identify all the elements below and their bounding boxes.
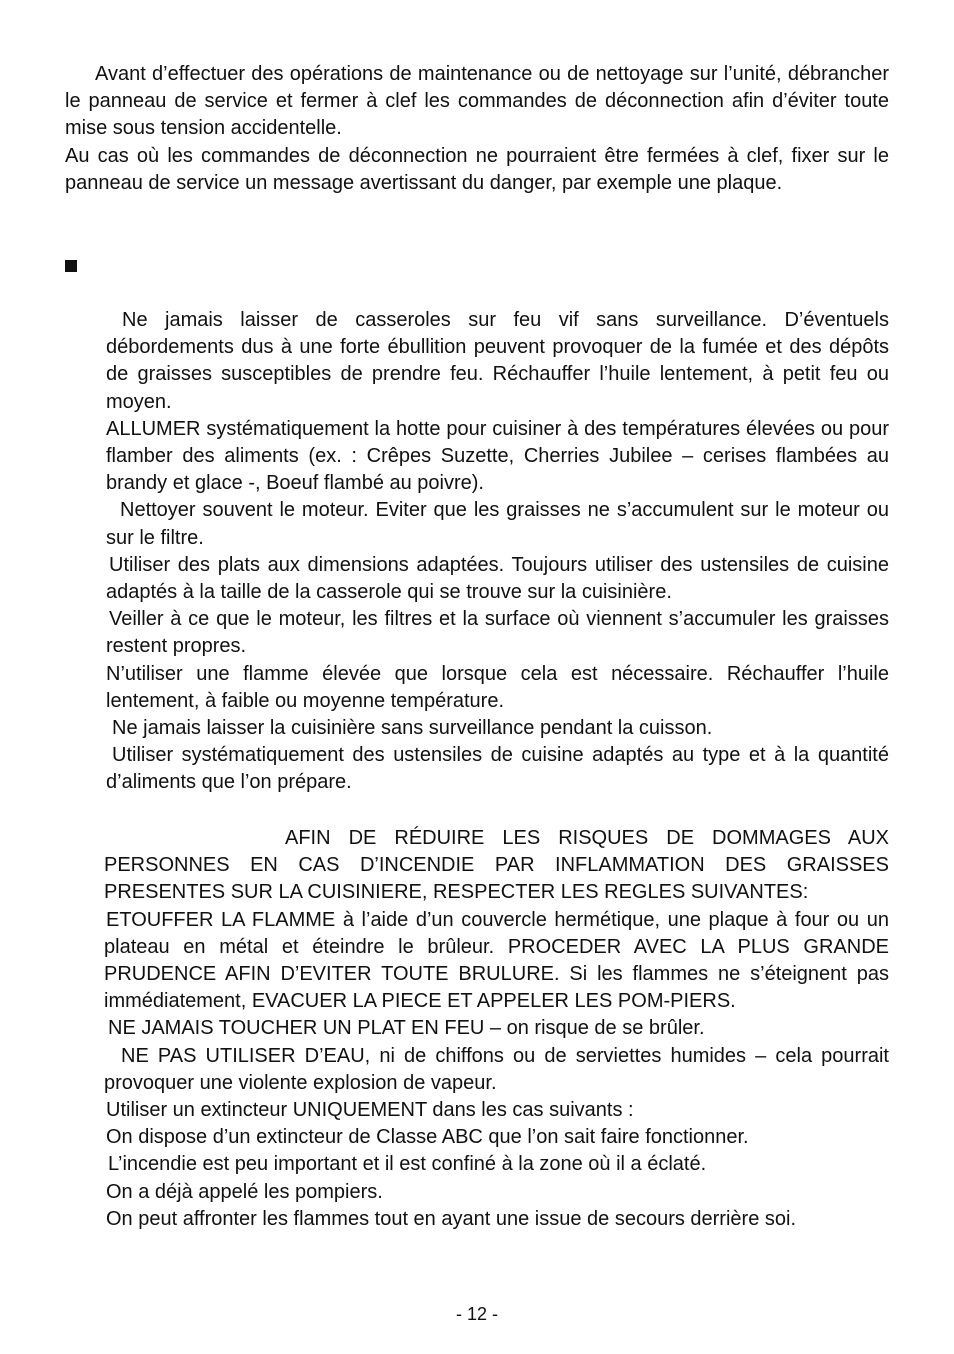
intro-paragraph-1: Avant d’effectuer des opérations de maintenance ou de nettoyage sur l’unité, débrancher le panneau de service et fermer à clef les commandes de déconnection afin d’éviter toute mise sous tension accidentelle. — [65, 63, 889, 140]
precaution-item: Ne jamais laisser la cuisinière sans surveillance pendant la cuisson. — [112, 717, 713, 740]
section-bullet-square — [65, 260, 77, 272]
intro-paragraph-2: Au cas où les commandes de déconnection ne pourraient être fermées à clef, fixer sur le panneau de service un message avertissant du danger, par exemple une plaque. — [65, 144, 889, 194]
fire-rule: L’incendie est peu important et il est confiné à la zone où il a éclaté. — [108, 1153, 707, 1176]
fire-safety-section — [104, 825, 889, 1233]
precaution-item: Ne jamais laisser de casseroles sur feu vif sans surveillance. D’éventuels débordements dus à une forte ébullition peuvent provoquer de la fumée et des dépôts de graisses susceptibles de prendre feu. Réchauffer l’huile lentement, à petit feu ou moyen. — [106, 309, 889, 413]
precaution-item: ALLUMER systématiquement la hotte pour cuisiner à des températures élevées ou pour flamber des aliments (ex. : Crêpes Suzette, Cherries Jubilee – cerises flambées au brandy et glace -, Boeuf flambé au poivre). — [106, 417, 889, 495]
page-number: - 12 - — [455, 1304, 498, 1324]
fire-rule: On dispose d’un extincteur de Classe ABC que l’on sait faire fonctionner. — [106, 1126, 749, 1149]
fire-warning: AFIN DE RÉDUIRE LES RISQUES DE DOMMAGES AUX PERSONNES EN CAS D’INCENDIE PAR INFLAMMATION DES GRAISSES PRESENTES SUR LA CUISINIERE, RESPECTER LES REGLES SUIVANTES: — [104, 827, 889, 904]
fire-rule: Utiliser un extincteur UNIQUEMENT dans les cas suivants : — [106, 1099, 634, 1122]
precaution-item: Veiller à ce que le moteur, les filtres et la surface où viennent s’accumuler les graisses restent propres. — [106, 608, 889, 658]
precaution-item: N’utiliser une flamme élevée que lorsque cela est nécessaire. Réchauffer l’huile lentement, à faible ou moyenne température. — [106, 662, 889, 712]
intro-section — [65, 61, 889, 197]
fire-rule: On a déjà appelé les pompiers. — [106, 1180, 383, 1203]
precaution-item: Utiliser des plats aux dimensions adaptées. Toujours utiliser des ustensiles de cuisine adaptés à la taille de la casserole qui se trouve sur la cuisinière. — [106, 553, 889, 604]
precaution-item: Nettoyer souvent le moteur. Eviter que les graisses ne s’accumulent sur le moteur ou sur le filtre. — [106, 499, 889, 549]
precautions-list — [106, 307, 889, 797]
precaution-item: Utiliser systématiquement des ustensiles de cuisine adaptés au type et à la quantité d’aliments que l’on prépare. — [106, 744, 889, 794]
fire-rule: On peut affronter les flammes tout en ayant une issue de secours derrière soi. — [106, 1207, 796, 1230]
fire-rule: NE JAMAIS TOUCHER UN PLAT EN FEU – on risque de se brûler. — [108, 1017, 705, 1040]
fire-rule: NE PAS UTILISER D’EAU, ni de chiffons ou de serviettes humides – cela pourrait provoquer une violente explosion de vapeur. — [104, 1044, 889, 1094]
fire-rule: ETOUFFER LA FLAMME à l’aide d’un couvercle hermétique, une plaque à four ou un plateau en métal et éteindre le brûleur. PROCEDER AVEC LA PLUS GRANDE PRUDENCE AFIN D’EVITER TOUTE BRULURE. Si les flammes ne s’éteignent pas immédiatement, EVACUER LA PIECE ET APPELER LES POM-PIERS. — [104, 908, 889, 1013]
